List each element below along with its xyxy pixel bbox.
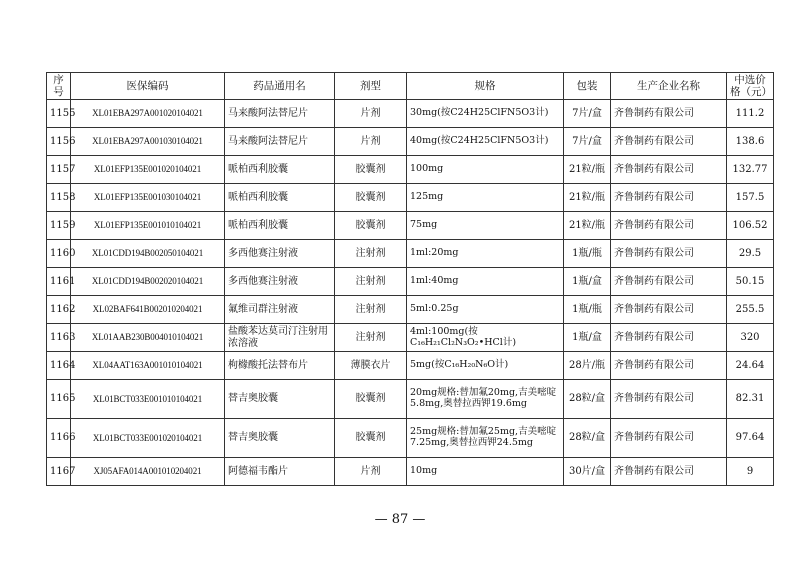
cell-manufacturer: 齐鲁制药有限公司	[611, 419, 727, 458]
cell-form: 胶囊剂	[335, 380, 407, 419]
cell-seq: 1162	[47, 296, 71, 324]
header-code: 医保编码	[71, 73, 225, 100]
cell-price: 255.5	[727, 296, 774, 324]
cell-seq: 1158	[47, 184, 71, 212]
cell-seq: 1165	[47, 380, 71, 419]
header-price: 中选价格（元）	[727, 73, 774, 100]
cell-seq: 1167	[47, 458, 71, 486]
cell-spec: 40mg(按C24H25ClFN5O3计)	[407, 128, 564, 156]
cell-name: 哌柏西利胶囊	[225, 212, 335, 240]
cell-manufacturer: 齐鲁制药有限公司	[611, 128, 727, 156]
table-row	[47, 184, 774, 212]
cell-code: XL01AAB230B004010104021	[71, 324, 225, 352]
cell-name: 马来酸阿法替尼片	[225, 100, 335, 128]
header-pack: 包装	[564, 73, 611, 100]
cell-name: 盐酸苯达莫司汀注射用浓溶液	[225, 324, 335, 352]
cell-manufacturer: 齐鲁制药有限公司	[611, 296, 727, 324]
table-row	[47, 128, 774, 156]
header-manufacturer: 生产企业名称	[611, 73, 727, 100]
cell-manufacturer: 齐鲁制药有限公司	[611, 184, 727, 212]
table-body	[47, 100, 774, 486]
cell-price: 82.31	[727, 380, 774, 419]
header-form: 剂型	[335, 73, 407, 100]
cell-form: 胶囊剂	[335, 419, 407, 458]
cell-code: XL02BAF641B002010204021	[71, 296, 225, 324]
cell-price: 29.5	[727, 240, 774, 268]
cell-seq: 1155	[47, 100, 71, 128]
cell-price: 132.77	[727, 156, 774, 184]
cell-code: XJ05AFA014A001010204021	[71, 458, 225, 486]
cell-spec: 1ml:20mg	[407, 240, 564, 268]
cell-code: XL01BCT033E001020104021	[71, 419, 225, 458]
header-spec: 规格	[407, 73, 564, 100]
cell-form: 片剂	[335, 458, 407, 486]
cell-price: 50.15	[727, 268, 774, 296]
cell-form: 注射剂	[335, 240, 407, 268]
cell-name: 氟维司群注射液	[225, 296, 335, 324]
cell-code: XL01CDD194B002050104021	[71, 240, 225, 268]
table-row	[47, 268, 774, 296]
cell-name: 替吉奥胶囊	[225, 419, 335, 458]
cell-pack: 7片/盒	[564, 100, 611, 128]
table-row	[47, 380, 774, 419]
cell-price: 97.64	[727, 419, 774, 458]
cell-code: XL01EFP135E001030104021	[71, 184, 225, 212]
cell-name: 哌柏西利胶囊	[225, 156, 335, 184]
cell-pack: 28粒/盒	[564, 380, 611, 419]
table-row	[47, 419, 774, 458]
drug-price-table	[46, 72, 774, 486]
cell-seq: 1164	[47, 352, 71, 380]
cell-pack: 28片/瓶	[564, 352, 611, 380]
cell-form: 片剂	[335, 100, 407, 128]
cell-price: 320	[727, 324, 774, 352]
cell-price: 9	[727, 458, 774, 486]
cell-manufacturer: 齐鲁制药有限公司	[611, 100, 727, 128]
table-row	[47, 240, 774, 268]
cell-manufacturer: 齐鲁制药有限公司	[611, 156, 727, 184]
cell-code: XL01EFP135E001010104021	[71, 212, 225, 240]
table-row	[47, 100, 774, 128]
table-header	[47, 73, 774, 100]
cell-spec: 5ml:0.25g	[407, 296, 564, 324]
cell-spec: 100mg	[407, 156, 564, 184]
cell-price: 111.2	[727, 100, 774, 128]
cell-form: 注射剂	[335, 324, 407, 352]
cell-form: 胶囊剂	[335, 156, 407, 184]
cell-pack: 30片/盒	[564, 458, 611, 486]
cell-seq: 1157	[47, 156, 71, 184]
cell-manufacturer: 齐鲁制药有限公司	[611, 380, 727, 419]
cell-form: 片剂	[335, 128, 407, 156]
cell-manufacturer: 齐鲁制药有限公司	[611, 458, 727, 486]
cell-form: 注射剂	[335, 268, 407, 296]
cell-form: 胶囊剂	[335, 212, 407, 240]
cell-code: XL01EBA297A001020104021	[71, 100, 225, 128]
cell-code: XL04AAT163A001010104021	[71, 352, 225, 380]
cell-manufacturer: 齐鲁制药有限公司	[611, 268, 727, 296]
cell-spec: 125mg	[407, 184, 564, 212]
cell-price: 106.52	[727, 212, 774, 240]
cell-name: 多西他赛注射液	[225, 240, 335, 268]
cell-spec: 25mg规格:替加氟25mg,吉美嘧啶7.25mg,奥替拉西钾24.5mg	[407, 419, 564, 458]
cell-form: 薄膜衣片	[335, 352, 407, 380]
cell-code: XL01CDD194B002020104021	[71, 268, 225, 296]
cell-manufacturer: 齐鲁制药有限公司	[611, 352, 727, 380]
cell-form: 注射剂	[335, 296, 407, 324]
cell-pack: 28粒/盒	[564, 419, 611, 458]
cell-name: 枸橼酸托法替布片	[225, 352, 335, 380]
cell-manufacturer: 齐鲁制药有限公司	[611, 324, 727, 352]
cell-name: 阿德福韦酯片	[225, 458, 335, 486]
cell-spec: 20mg规格:替加氟20mg,吉美嘧啶5.8mg,奥替拉西钾19.6mg	[407, 380, 564, 419]
table-row	[47, 352, 774, 380]
cell-manufacturer: 齐鲁制药有限公司	[611, 212, 727, 240]
header-name: 药品通用名	[225, 73, 335, 100]
cell-spec: 1ml:40mg	[407, 268, 564, 296]
cell-name: 多西他赛注射液	[225, 268, 335, 296]
cell-pack: 1瓶/盒	[564, 324, 611, 352]
cell-seq: 1161	[47, 268, 71, 296]
table-row	[47, 324, 774, 352]
cell-seq: 1166	[47, 419, 71, 458]
table-row	[47, 212, 774, 240]
cell-price: 138.6	[727, 128, 774, 156]
cell-seq: 1159	[47, 212, 71, 240]
cell-pack: 1瓶/瓶	[564, 240, 611, 268]
cell-code: XL01EBA297A001030104021	[71, 128, 225, 156]
cell-seq: 1156	[47, 128, 71, 156]
header-seq: 序号	[47, 73, 71, 100]
page-number: — 87 —	[374, 512, 426, 527]
table-row	[47, 156, 774, 184]
cell-pack: 1瓶/盒	[564, 268, 611, 296]
cell-pack: 21粒/瓶	[564, 212, 611, 240]
cell-name: 哌柏西利胶囊	[225, 184, 335, 212]
cell-spec: 5mg(按C₁₆H₂₀N₆O计)	[407, 352, 564, 380]
cell-name: 马来酸阿法替尼片	[225, 128, 335, 156]
cell-pack: 1瓶/瓶	[564, 296, 611, 324]
cell-price: 157.5	[727, 184, 774, 212]
cell-spec: 30mg(按C24H25ClFN5O3计)	[407, 100, 564, 128]
cell-spec: 10mg	[407, 458, 564, 486]
cell-code: XL01BCT033E001010104021	[71, 380, 225, 419]
table-row	[47, 458, 774, 486]
table-row	[47, 296, 774, 324]
cell-price: 24.64	[727, 352, 774, 380]
cell-pack: 21粒/瓶	[564, 184, 611, 212]
header-row	[47, 73, 774, 100]
cell-form: 胶囊剂	[335, 184, 407, 212]
cell-spec: 75mg	[407, 212, 564, 240]
cell-name: 替吉奥胶囊	[225, 380, 335, 419]
cell-seq: 1163	[47, 324, 71, 352]
cell-manufacturer: 齐鲁制药有限公司	[611, 240, 727, 268]
cell-seq: 1160	[47, 240, 71, 268]
cell-spec: 4ml:100mg(按C₁₆H₂₁Cl₂N₃O₂•HCl计)	[407, 324, 564, 352]
cell-code: XL01EFP135E001020104021	[71, 156, 225, 184]
cell-pack: 7片/盒	[564, 128, 611, 156]
cell-pack: 21粒/瓶	[564, 156, 611, 184]
